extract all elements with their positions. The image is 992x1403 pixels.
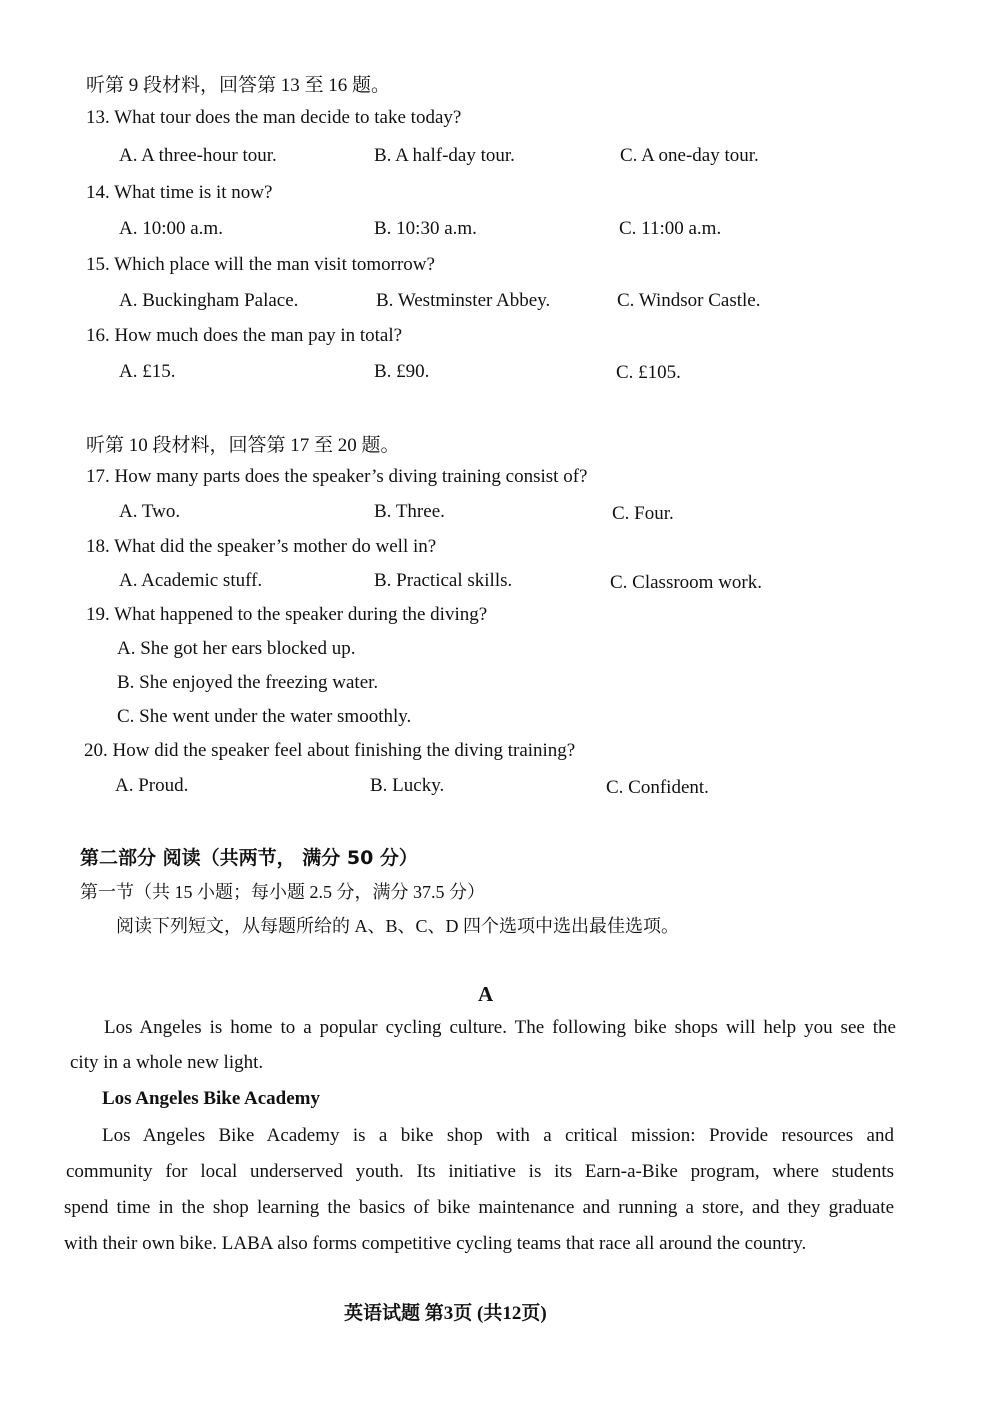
question-15-option-a: A. Buckingham Palace. bbox=[119, 290, 299, 311]
page-footer: 英语试题 第3页 (共12页) bbox=[344, 1303, 547, 1324]
question-18-option-a: A. Academic stuff. bbox=[119, 570, 263, 591]
shop-paragraph-line-3: spend time in the shop learning the basics of bike maintenance and running a store, and they graduate bbox=[64, 1197, 894, 1218]
question-19-option-c: C. She went under the water smoothly. bbox=[117, 706, 412, 727]
question-13-option-a: A. A three-hour tour. bbox=[119, 145, 277, 166]
question-20-option-b: B. Lucky. bbox=[370, 775, 445, 796]
question-18-stem: 18. What did the speaker’s mother do well in? bbox=[86, 536, 437, 557]
question-19-option-a: A. She got her ears blocked up. bbox=[117, 638, 356, 659]
question-17-option-a: A. Two. bbox=[119, 501, 181, 522]
shop-title: Los Angeles Bike Academy bbox=[102, 1088, 320, 1109]
question-18-option-c: C. Classroom work. bbox=[610, 572, 762, 593]
question-17-option-b: B. Three. bbox=[374, 501, 445, 522]
section-9-heading: 听第 9 段材料，回答第 13 至 16 题。 bbox=[86, 75, 391, 96]
question-13-stem: 13. What tour does the man decide to take today? bbox=[86, 107, 462, 128]
question-16-option-a: A. £15. bbox=[119, 361, 176, 382]
section-10-heading: 听第 10 段材料，回答第 17 至 20 题。 bbox=[86, 435, 400, 456]
reading-section-title: 第一节（共 15 小题；每小题 2.5 分，满分 37.5 分） bbox=[80, 882, 485, 902]
question-17-option-c: C. Four. bbox=[612, 503, 674, 524]
question-15-option-c: C. Windsor Castle. bbox=[617, 290, 761, 311]
question-19-stem: 19. What happened to the speaker during the diving? bbox=[86, 604, 488, 625]
shop-paragraph-line-4: with their own bike. LABA also forms competitive cycling teams that race all around the country. bbox=[64, 1233, 807, 1254]
question-20-option-c: C. Confident. bbox=[606, 777, 709, 798]
question-17-stem: 17. How many parts does the speaker’s diving training consist of? bbox=[86, 466, 588, 487]
question-13-option-c: C. A one-day tour. bbox=[620, 145, 759, 166]
passage-letter: A bbox=[478, 982, 494, 1006]
question-19-option-b: B. She enjoyed the freezing water. bbox=[117, 672, 379, 693]
question-13-option-b: B. A half-day tour. bbox=[374, 145, 515, 166]
question-15-option-b: B. Westminster Abbey. bbox=[376, 290, 551, 311]
question-16-option-c: C. £105. bbox=[616, 362, 681, 383]
reading-instruction: 阅读下列短文，从每题所给的 A、B、C、D 四个选项中选出最佳选项。 bbox=[116, 916, 680, 936]
question-15-stem: 15. Which place will the man visit tomorrow? bbox=[86, 254, 435, 275]
reading-part-title: 第二部分 阅读（共两节， 满分 50 分） bbox=[80, 847, 418, 869]
question-20-stem: 20. How did the speaker feel about finishing the diving training? bbox=[84, 740, 576, 761]
question-16-option-b: B. £90. bbox=[374, 361, 430, 382]
question-16-stem: 16. How much does the man pay in total? bbox=[86, 325, 403, 346]
shop-paragraph-line-1: Los Angeles Bike Academy is a bike shop with a critical mission: Provide resources and bbox=[102, 1125, 894, 1146]
question-14-option-a: A. 10:00 a.m. bbox=[119, 218, 223, 239]
question-14-option-c: C. 11:00 a.m. bbox=[619, 218, 722, 239]
question-18-option-b: B. Practical skills. bbox=[374, 570, 513, 591]
shop-paragraph-line-2: community for local underserved youth. Its initiative is its Earn-a-Bike program, where students bbox=[66, 1161, 894, 1182]
question-14-option-b: B. 10:30 a.m. bbox=[374, 218, 477, 239]
question-20-option-a: A. Proud. bbox=[115, 775, 189, 796]
passage-intro-line-1: Los Angeles is home to a popular cycling culture. The following bike shops will help you see the bbox=[104, 1017, 896, 1038]
passage-intro-line-2: city in a whole new light. bbox=[70, 1052, 264, 1073]
question-14-stem: 14. What time is it now? bbox=[86, 182, 273, 203]
